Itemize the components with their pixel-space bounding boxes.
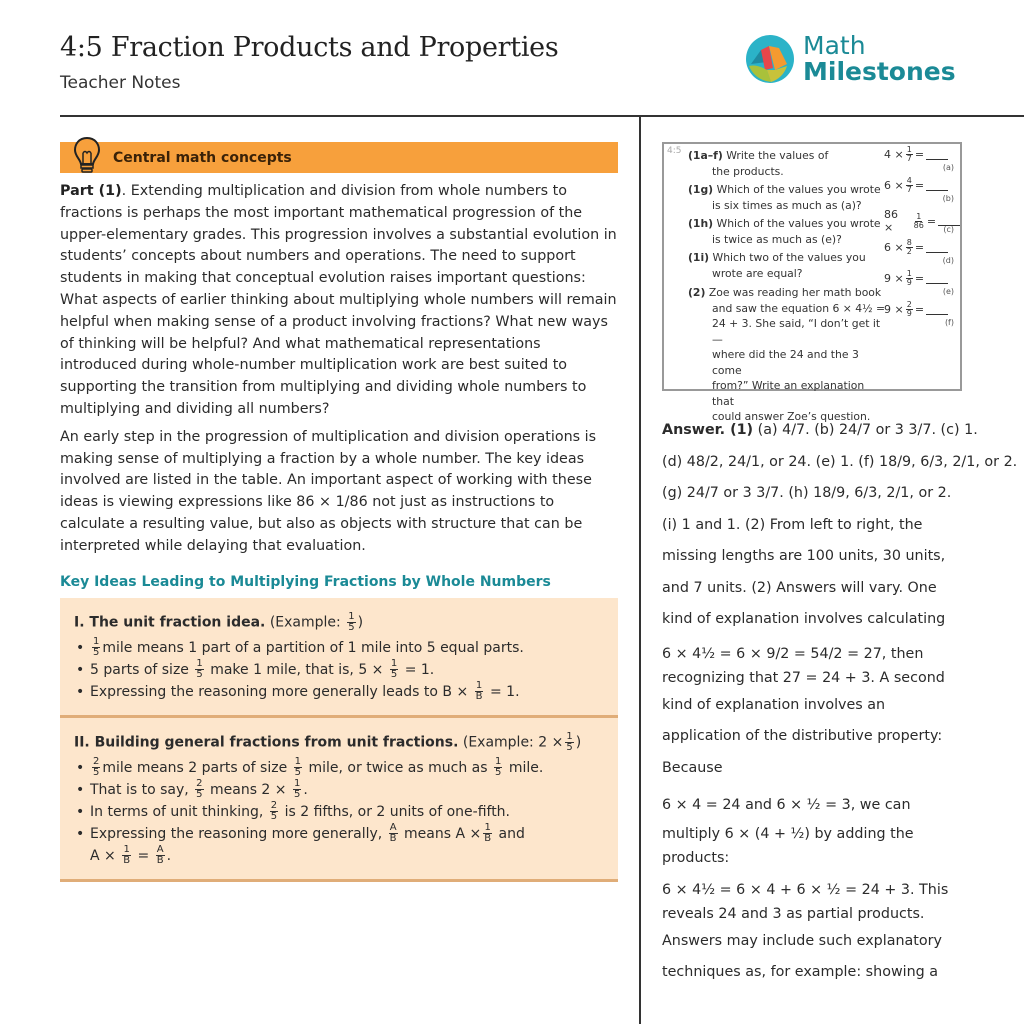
- idea-title: II. Building general fractions from unit fractions. (Example: 2 × $\frac{1}{5}$ ): [74, 730, 582, 753]
- bullet-text: mile means 1 part of a partition of 1 mile into 5 equal parts.: [102, 639, 524, 656]
- question-text: wrote are equal?: [712, 266, 803, 280]
- idea-title-rest: (Example:: [269, 614, 346, 631]
- answer-line: kind of explanation involves an: [662, 696, 886, 713]
- expression-list: [884, 146, 960, 332]
- list-item: [74, 659, 618, 681]
- bullet-text: That is to say,: [90, 781, 189, 798]
- header-divider: [60, 115, 1024, 117]
- idea-box-unit-fraction: [60, 598, 618, 718]
- fraction: [293, 779, 301, 800]
- list-item: • Expressing the reasoning more generally, $\frac{A}{B}$ means A × $\frac{1}{B}$ and A × $\frac{1}{B}$ = $\frac{A}{B}$ .: [74, 823, 618, 867]
- page-title: 4:5 Fraction Products and Properties: [60, 32, 559, 63]
- questions: [688, 148, 888, 428]
- answer-lead: Answer. (1): [662, 422, 754, 438]
- denominator: 86: [913, 220, 924, 230]
- bullet-text: A ×: [90, 847, 116, 864]
- fraction: [122, 845, 131, 866]
- fraction: [906, 239, 913, 256]
- expr-label: (f): [944, 318, 954, 327]
- expr-whole: 86 ×: [884, 208, 898, 234]
- answer-line: kind of explanation involves calculating: [662, 611, 946, 627]
- bullet-text: mile.: [508, 759, 544, 776]
- bullet-text: make 1 mile, that is, 5 ×: [210, 661, 384, 678]
- idea-box-general-fractions: [60, 718, 618, 882]
- denominator: B: [484, 833, 492, 845]
- numerator: 1: [348, 610, 355, 622]
- bullet-text: and: [498, 825, 525, 842]
- math-milestones-logo: [745, 33, 956, 85]
- answer-blank: [926, 243, 948, 253]
- mountain-logo-icon: [745, 34, 795, 84]
- numerator: 1: [475, 680, 483, 692]
- list-item: [74, 801, 618, 823]
- expression-a: 4 × $\frac{1}{7}$ = (a): [884, 145, 954, 172]
- answer-blank: [926, 150, 948, 160]
- answer-line: techniques as, for example: showing a: [662, 964, 939, 980]
- idea-title-bold: I. The unit fraction idea.: [74, 614, 266, 631]
- answer-line: missing lengths are 100 units, 30 units,: [662, 548, 946, 564]
- question-text: from?” Write an explanation that: [712, 379, 865, 408]
- denominator: 5: [196, 669, 203, 681]
- list-item: [74, 637, 618, 659]
- numerator: 1: [494, 756, 502, 768]
- bullet-text: In terms of unit thinking,: [90, 803, 264, 820]
- expression-e: 9 × $\frac{1}{9}$ = (e): [884, 269, 954, 296]
- denominator: B: [156, 855, 164, 867]
- question-2: [688, 285, 888, 425]
- bullet-text: is 2 fifths, or 2 units of one-fifth.: [284, 803, 511, 820]
- answer-line: Because: [662, 759, 723, 776]
- central-concepts-label: Central math concepts: [113, 149, 292, 166]
- answer-line: (i) 1 and 1. (2) From left to right, the: [662, 516, 923, 533]
- numerator: 4: [906, 176, 912, 185]
- expr-whole: 6 ×: [884, 241, 904, 254]
- numerator: 1: [390, 658, 398, 670]
- fraction: [92, 637, 100, 658]
- fraction: [156, 845, 165, 866]
- denominator: 5: [566, 741, 573, 753]
- fraction: [347, 612, 355, 633]
- bullet-text: = 1.: [490, 683, 520, 700]
- denominator: 5: [93, 767, 100, 779]
- fraction: [565, 732, 573, 753]
- expression-d: 6 × $\frac{8}{2}$ = (d): [884, 238, 954, 265]
- page-subtitle: Teacher Notes: [60, 73, 181, 93]
- denominator: B: [475, 691, 483, 703]
- list-item: [74, 757, 618, 779]
- denominator: 5: [494, 767, 502, 779]
- idea-title-rest: (Example: 2 ×: [462, 734, 564, 751]
- central-concepts-bar: [60, 142, 618, 173]
- expr-whole: 9 ×: [884, 303, 904, 316]
- expr-label: (c): [943, 225, 954, 234]
- question-text: the products.: [712, 164, 784, 178]
- bullet-text: mile, or twice as much as: [308, 759, 488, 776]
- problem-tag: 4:5: [667, 146, 682, 156]
- denominator: 2: [906, 247, 912, 256]
- answer-line: 6 × 4 = 24 and 6 × ½ = 3, we can: [662, 797, 911, 813]
- answer-blank: [926, 181, 948, 191]
- bullet-text: means 2 ×: [209, 781, 287, 798]
- expression-c: 86 × $\frac{1}{86}$ = (c): [884, 208, 960, 239]
- numerator: 1: [123, 844, 130, 856]
- numerator: 1: [916, 211, 922, 221]
- column-divider: [639, 115, 641, 1024]
- question-text: Write the values of: [726, 149, 829, 162]
- question-text: Which of the values you wrote: [716, 183, 881, 196]
- numerator: • 1: [93, 636, 100, 648]
- answer-text: (a) 4/7. (b) 24/7 or 3 3/7. (c) 1.: [757, 422, 978, 438]
- numerator: 1: [293, 778, 301, 790]
- answer-line: multiply 6 × (4 + ½) by adding the: [662, 825, 914, 842]
- lightbulb-icon: [72, 136, 102, 176]
- numerator: 1: [196, 658, 203, 670]
- question-label: (1a–f): [688, 149, 723, 162]
- question-text: Which of the values you wrote: [716, 217, 881, 230]
- fraction: [270, 801, 278, 822]
- numerator: 1: [294, 756, 302, 768]
- question-text: Zoe was reading her math book: [708, 286, 882, 299]
- expr-label: (d): [942, 256, 954, 265]
- answer-line: recognizing that 27 = 24 + 3. A second: [662, 669, 945, 686]
- expression-f: 9 × $\frac{2}{9}$ = (f): [884, 300, 954, 327]
- denominator: 5: [294, 767, 302, 779]
- question-label: (1h): [688, 217, 714, 230]
- problem-box: [662, 142, 962, 423]
- answer-line: products:: [662, 849, 730, 866]
- fraction: [483, 823, 492, 844]
- fraction: [906, 301, 913, 318]
- fraction: [906, 177, 913, 194]
- bullet-text: = 1.: [404, 661, 435, 678]
- answer-blank: [926, 274, 948, 284]
- denominator: 9: [906, 278, 912, 287]
- bullet-text: Expressing the reasoning more generally leads to B ×: [90, 683, 469, 700]
- question-text: is twice as much as (e)?: [712, 232, 842, 246]
- denominator: B: [389, 833, 397, 845]
- fraction: [906, 146, 913, 163]
- answer-line: reveals 24 and 3 as partial products.: [662, 905, 925, 922]
- question-text: 24 + 3. She said, “I don’t get it—: [712, 317, 881, 346]
- fraction: [913, 213, 925, 230]
- list-item: • That is to say, $\frac{2}{5}$ means 2 × $\frac{1}{5}$ .: [74, 779, 618, 801]
- numerator: 2: [906, 300, 912, 309]
- question-label: (1g): [688, 183, 714, 196]
- denominator: 5: [270, 811, 278, 823]
- denominator: B: [123, 855, 131, 867]
- fraction: [389, 823, 398, 844]
- denominator: 5: [293, 789, 301, 801]
- numerator: 1: [566, 730, 573, 742]
- expr-label: (b): [942, 194, 954, 203]
- fraction: [92, 757, 100, 778]
- question-1h: [688, 216, 888, 247]
- fraction: [390, 659, 398, 680]
- denominator: 5: [348, 621, 355, 633]
- numerator: 2: [196, 778, 203, 790]
- logo-line-1: Math: [803, 31, 866, 60]
- answer-line: 6 × 4½ = 6 × 4 + 6 × ½ = 24 + 3. This: [662, 881, 949, 898]
- answer-line: application of the distributive property:: [662, 728, 943, 744]
- fraction: [294, 757, 302, 778]
- bullet-text: means A ×: [404, 825, 482, 842]
- question-label: (1i): [688, 251, 710, 264]
- key-ideas-heading: Key Ideas Leading to Multiplying Fractions by Whole Numbers: [60, 573, 551, 590]
- idea-title: I. The unit fraction idea. (Example: $\frac{1}{5}$ ): [74, 610, 364, 633]
- numerator: A: [389, 822, 397, 834]
- denominator: 5: [93, 647, 100, 659]
- denominator: 5: [390, 669, 398, 681]
- denominator: 9: [906, 309, 912, 318]
- denominator: 7: [906, 154, 912, 163]
- fraction: [475, 681, 484, 702]
- fraction: [906, 270, 913, 287]
- left-column: [60, 142, 618, 882]
- expression-b: 6 × $\frac{4}{7}$ = (b): [884, 176, 954, 203]
- numerator: 1: [484, 822, 491, 834]
- numerator: • 2: [93, 756, 100, 768]
- numerator: 1: [906, 269, 912, 278]
- answer-line: (g) 24/7 or 3 3/7. (h) 18/9, 6/3, 2/1, or 2.: [662, 485, 952, 501]
- numerator: 1: [906, 145, 912, 154]
- answer-line: and 7 units. (2) Answers will vary. One: [662, 579, 937, 596]
- question-text: where did the 24 and the 3 come: [712, 348, 859, 377]
- early-step-paragraph: An early step in the progression of multiplication and division operations is making sense of multiplying a fraction by a whole number. The key ideas involved are listed in the table. An important aspect of working with these ideas is viewing expressions like 86 × 1/86 not just as instructions to calculate a resulting value, but also as objects with structure that can be interpreted while delaying that evaluation.: [60, 428, 597, 554]
- question-text: Which two of the values you: [712, 251, 866, 264]
- right-column: [662, 142, 1018, 989]
- part1-paragraph: [60, 181, 618, 421]
- question-label: (2): [688, 286, 706, 299]
- denominator: 5: [196, 789, 203, 801]
- numerator: A: [156, 844, 164, 856]
- numerator: 2: [270, 800, 278, 812]
- question-text: could answer Zoe’s question.: [712, 410, 871, 423]
- list-item: [74, 681, 618, 703]
- question-text: is six times as much as (a)?: [712, 198, 862, 212]
- answer-line: Answers may include such explanatory: [662, 932, 942, 949]
- answer-line: 6 × 4½ = 6 × 9/2 = 54/2 = 27, then: [662, 645, 924, 662]
- expr-whole: 4 ×: [884, 148, 904, 161]
- bullet-text: mile means 2 parts of size: [102, 759, 288, 776]
- fraction: [195, 659, 203, 680]
- idea-title-bold: II. Building general fractions from unit fractions.: [74, 734, 459, 751]
- question-1i: [688, 250, 888, 281]
- question-1g: [688, 182, 888, 213]
- fraction: [195, 779, 203, 800]
- part1-text: . Extending multiplication and division from whole numbers to fractions is perhaps the most important mathematical progression of the upper-elementary grades. This progression involves a substantial evolution in students’ concepts about numbers and operations. The need to support students in making that conceptual evolution raises important questions: What aspects of earlier thinking about multiplying whole numbers will remain helpful when making sense of a product involving fractions? What new ways of thinking will be helpful? And what mathematical representations introduced during whole-number multiplication work are best suited to supporting the transition from multiplying and dividing whole numbers to multiplying and dividing all numbers?: [60, 183, 617, 417]
- fraction: [494, 757, 502, 778]
- denominator: 7: [906, 185, 912, 194]
- part1-lead: Part (1): [60, 183, 122, 199]
- expr-label: (e): [942, 287, 954, 296]
- question-text: and saw the equation 6 × 4½ =: [712, 301, 886, 315]
- logo-line-2: Milestones: [803, 57, 956, 86]
- answer-line: (d) 48/2, 24/1, or 24. (e) 1. (f) 18/9, 6/3, 2/1, or 2.: [662, 453, 1018, 470]
- answer-blank: [926, 305, 948, 315]
- expr-whole: 9 ×: [884, 272, 904, 285]
- expr-whole: 6 ×: [884, 179, 904, 192]
- question-1a-f: [688, 148, 888, 179]
- answer-section: [662, 415, 1018, 989]
- numerator: 8: [906, 238, 912, 247]
- bullet-text: 5 parts of size: [90, 661, 189, 678]
- bullet-text: Expressing the reasoning more generally,: [90, 825, 383, 842]
- expr-label: (a): [942, 163, 954, 172]
